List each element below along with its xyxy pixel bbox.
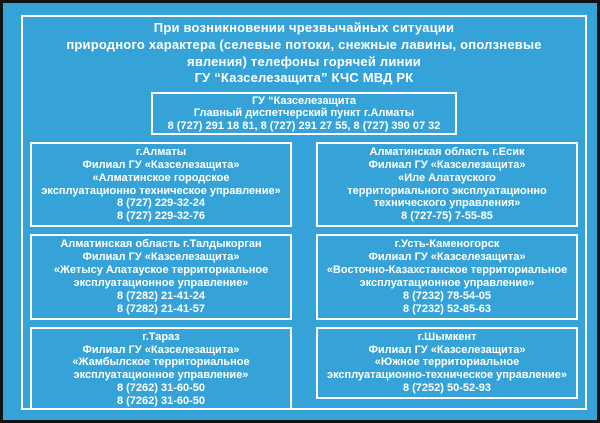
branch-org: Филиал ГУ «Казселезащита» — [368, 251, 526, 264]
phone-number: 8 (727) 229-32-24 — [116, 197, 206, 210]
branch-division: эксплуатационное управление» — [73, 276, 249, 289]
branch-division: территориального эксплуатационно — [347, 184, 547, 197]
phone-number: 8 (7232) 52-85-63 — [402, 302, 492, 315]
phone-number: 8 (727) 229-32-76 — [116, 210, 206, 223]
branch-box-taldykorgan — [30, 234, 292, 319]
branch-division: «Жамбылское территориальное — [72, 356, 250, 369]
branches-grid — [30, 142, 578, 410]
dispatch-point-label: Главный диспетчерский пункт г.Алматы — [193, 107, 415, 120]
phone-number: 8 (7282) 21-41-57 — [116, 302, 206, 315]
branch-org: Филиал ГУ «Казселезащита» — [368, 158, 526, 171]
branch-city: г.Тараз — [142, 330, 180, 343]
branch-org: Филиал ГУ «Казселезащита» — [82, 158, 240, 171]
branch-org: Филиал ГУ «Казселезащита» — [82, 343, 240, 356]
branch-box-taraz — [30, 327, 292, 410]
branch-box-esik — [316, 142, 578, 227]
branch-org: Филиал ГУ «Казселезащита» — [82, 251, 240, 264]
phone-number: 8 (7262) 31-60-50 — [116, 395, 206, 408]
branch-division: «Южное территориальное — [374, 356, 520, 369]
title-line: природного характера (селевые потоки, снежные лавины, оползневые — [66, 36, 542, 52]
branch-org: Филиал ГУ «Казселезащита» — [368, 343, 526, 356]
poster-inner-frame — [21, 15, 587, 410]
branch-city: г.Алматы — [135, 145, 187, 158]
branches-column-left — [30, 142, 292, 410]
branch-division: эксплуатационное управление» — [73, 369, 249, 382]
branch-city: Алматинская область г.Есик — [369, 145, 525, 158]
branch-box-shymkent — [316, 327, 578, 400]
branch-city: г.Усть-Каменогорск — [394, 238, 500, 251]
branch-division: технического управления» — [373, 197, 521, 210]
branch-division: «Жетысу Алатауское территориальное — [53, 264, 269, 277]
phone-number: 8 (727-75) 7-55-85 — [401, 210, 493, 223]
dispatch-phone-numbers: 8 (727) 291 18 81, 8 (727) 291 27 55, 8 (727) 390 07 32 — [167, 119, 441, 132]
branch-division: «Иле Алатауского — [398, 171, 496, 184]
branch-box-almaty — [30, 142, 292, 227]
phone-number: 8 (7232) 78-54-05 — [402, 289, 492, 302]
title-line: При возникновении чрезвычайных ситуации — [153, 20, 455, 35]
poster-title — [30, 20, 578, 87]
branch-box-ust-kamenogorsk — [316, 234, 578, 319]
phone-number: 8 (7252) 50-52-93 — [402, 382, 492, 395]
branches-column-right — [316, 142, 578, 410]
title-line: явления) телефоны горячей линии — [187, 53, 421, 69]
main-dispatch-box — [151, 92, 457, 135]
branch-division: эксплуатационно-техническое управление» — [327, 369, 567, 382]
branch-division: эксплуатационное управление» — [359, 276, 535, 289]
phone-number: 8 (7282) 21-41-24 — [116, 289, 206, 302]
branch-division: «Алматинское городское — [92, 171, 230, 184]
branch-city: г.Шымкент — [417, 330, 477, 343]
branch-division: «Восточно-Казахстанское территориальное — [326, 264, 568, 277]
branch-city: Алматинская область г.Талдыкорган — [60, 238, 262, 251]
branch-division: эксплуатационно техническое управление» — [41, 184, 281, 197]
title-line: ГУ “Казселезащита” КЧС МВД РК — [194, 70, 414, 86]
dispatch-org-name: ГУ “Казселезащита — [251, 95, 357, 108]
phone-number: 8 (7262) 31-60-50 — [116, 382, 206, 395]
